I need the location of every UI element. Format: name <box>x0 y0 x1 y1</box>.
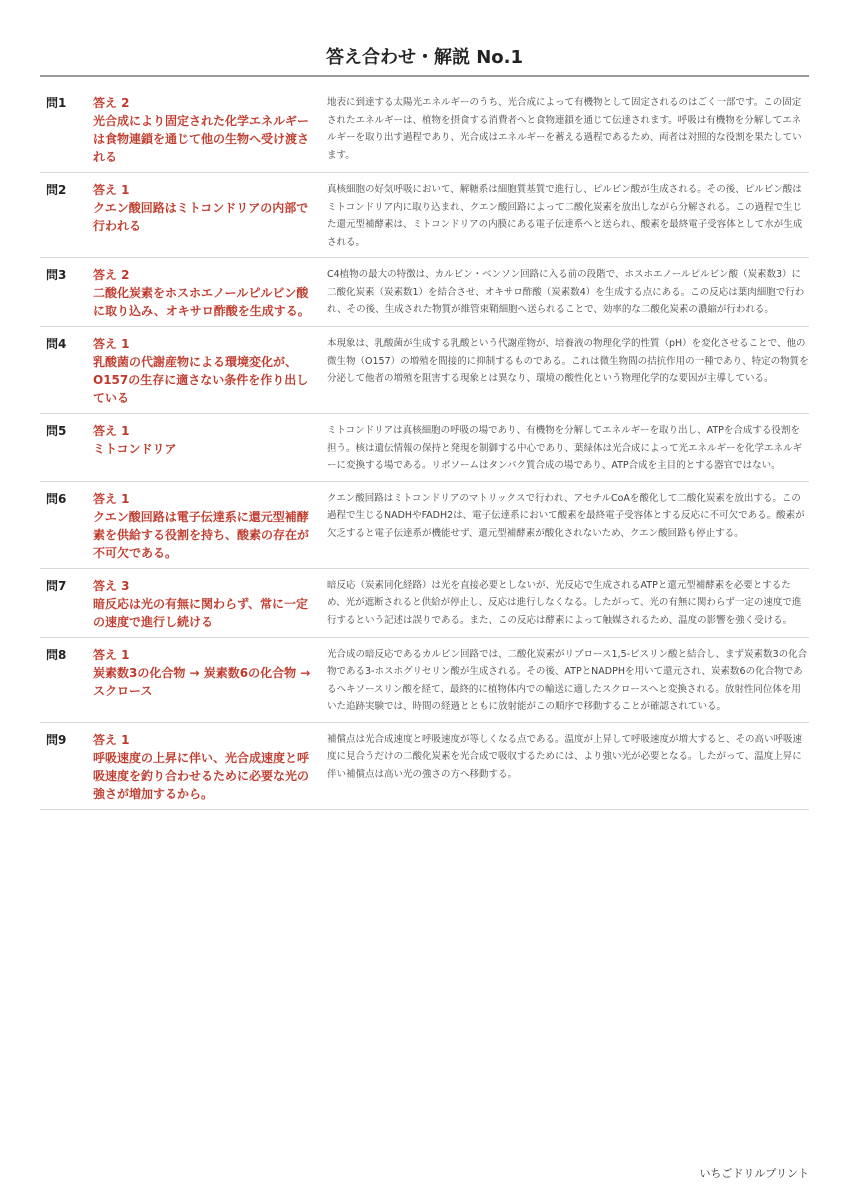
answer-row <box>40 258 809 327</box>
explanation-text: クエン酸回路はミトコンドリアのマトリックスで行われ、アセチルCoAを酸化して二酸化炭素を放出する。この過程で生じるNADHやFADH2は、電子伝達系において酸素を最終電子受容体とする反応に不可欠である。酸素が欠乏すると電子伝達系が機能せず、還元型補酵素が酸化されないため、クエン酸回路も停止する。 <box>327 492 805 539</box>
answer-text: 暗反応は光の有無に関わらず、常に一定の速度で進行し続ける <box>93 596 309 629</box>
question-number: 問4 <box>46 337 67 351</box>
explanation-text: 補償点は光合成速度と呼吸速度が等しくなる点である。温度が上昇して呼吸速度が増大すると、その高い呼吸速度に見合うだけの二酸化炭素を光合成で吸収するためには、より強い光が必要となる。したがって、温度上昇に伴い補償点は高い光の強さの方へ移動する。 <box>327 733 803 780</box>
explanation-text: C4植物の最大の特徴は、カルビン・ベンソン回路に入る前の段階で、ホスホエノールピルビン酸（炭素数3）に二酸化炭素（炭素数1）を結合させ、オキサロ酢酸（炭素数4）を生成する点にある。この反応は葉肉細胞で行われ、その後、生成された物質が維管束鞘細胞へ送られることで、効率的な二酸化炭素の濃縮が行われる。 <box>327 269 805 315</box>
page-title: 答え合わせ・解説 No.1 <box>325 47 524 68</box>
question-number: 問9 <box>46 732 67 747</box>
answer-row <box>40 414 809 482</box>
explanation-text: 本現象は、乳酸菌が生成する乳酸という代謝産物が、培養液の物理化学的性質（pH）を変化させることで、他の微生物（O157）の増殖を間接的に抑制するものである。これは微生物間の拮抗作用の一種であり、特定の物質を分泌して他者の増殖を阻害する現象とは異なり、環境の酸性化という物理化学的な要因が主導している。 <box>327 338 809 384</box>
answer-block <box>93 266 315 320</box>
answer-list <box>40 86 809 810</box>
answer-row <box>40 86 809 173</box>
answer-row <box>40 569 809 638</box>
answer-row <box>40 173 809 258</box>
explanation-text: 光合成の暗反応であるカルビン回路では、二酸化炭素がリブロース1,5-ビスリン酸と結合し、まず炭素数3の化合物である3-ホスホグリセリン酸が生成される。その後、ATPとNADPHを用いて還元され、炭素数6の化合物であるヘキソースリン酸を経て、最終的に植物体内での輸送に適したスクロースへと変換される。放射性同位体を用いた追跡実験では、時間の経過とともに放射能がこの順序で移動することが確認されている。 <box>327 648 808 712</box>
answer-row <box>40 482 809 569</box>
answer-text: 二酸化炭素をホスホエノールピルビン酸に取り込み、オキサロ酢酸を生成する。 <box>93 286 310 318</box>
question-number: 問7 <box>46 578 67 593</box>
answer-text: 炭素数3の化合物 → 炭素数6の化合物 → スクロース <box>93 665 311 698</box>
answer-label: 答え 2 <box>93 96 130 110</box>
question-number: 問6 <box>46 491 67 506</box>
answer-label: 答え 2 <box>93 268 130 282</box>
answer-text: 光合成により固定された化学エネルギーは食物連鎖を通じて他の生物へ受け渡される <box>93 114 310 164</box>
explanation-text: 真核細胞の好気呼吸において、解糖系は細胞質基質で進行し、ピルビン酸が生成される。その後、ピルビン酸はミトコンドリア内に取り込まれ、クエン酸回路によって二酸化炭素を放出しながら分解される。この過程で生じた還元型補酵素は、ミトコンドリアの内膜にある電子伝達系へと送られ、酸素を最終電子受容体として水が生成される。 <box>327 184 803 248</box>
explanation-text: 地表に到達する太陽光エネルギーのうち、光合成によって有機物として固定されるのはごく一部です。この固定されたエネルギーは、植物を摂食する消費者へと食物連鎖を通じて伝達されます。呼吸は有機物を分解してエネルギーを取り出す過程であり、光合成はエネルギーを蓄える過程であるため、両者は対照的な役割を果たしています。 <box>327 97 802 161</box>
answer-block <box>93 577 315 631</box>
answer-label: 答え 1 <box>93 424 130 438</box>
question-number: 問5 <box>46 424 67 438</box>
answer-block <box>93 646 315 716</box>
answer-row <box>40 723 809 810</box>
title-divider <box>40 75 809 77</box>
explanation-text: ミトコンドリアは真核細胞の呼吸の場であり、有機物を分解してエネルギーを取り出し、ATPを合成する役割を担う。核は遺伝情報の保持と発現を制御する中心であり、葉緑体は光合成によって光エネルギーを化学エネルギーに変換する場である。リボソームはタンパク質合成の場であり、ATP合成を主目的とする器官ではない。 <box>327 425 803 471</box>
answer-block <box>93 490 315 562</box>
answer-text: ミトコンドリア <box>93 442 177 456</box>
answer-label: 答え 1 <box>93 491 130 506</box>
question-number: 問3 <box>46 268 67 282</box>
answer-label: 答え 1 <box>93 337 130 351</box>
answer-block <box>93 335 315 407</box>
answer-label: 答え 1 <box>93 732 130 747</box>
answer-text: 乳酸菌の代謝産物による環境変化が、O157の生存に適さない条件を作り出している <box>93 355 309 405</box>
answer-block <box>93 422 315 475</box>
answer-text: クエン酸回路はミトコンドリアの内部で行われる <box>93 201 309 233</box>
answer-block <box>93 94 315 166</box>
question-number: 問1 <box>46 96 67 110</box>
question-number: 問8 <box>46 647 67 662</box>
answer-block <box>93 181 315 251</box>
answer-label: 答え 3 <box>93 578 130 593</box>
explanation-text: 暗反応（炭素同化経路）は光を直接必要としないが、光反応で生成されるATPと還元型補酵素を必要とするため、光が遮断されると供給が停止し、反応は進行しなくなる。したがって、光の有無に関わらず一定の速度で進行するという記述は誤りである。また、この反応は酵素によって触媒されるため、温度の影響を強く受ける。 <box>327 579 802 626</box>
question-number: 問2 <box>46 183 67 197</box>
footer-brand: いちごドリルプリント <box>699 1167 809 1180</box>
answer-text: クエン酸回路は電子伝達系に還元型補酵素を供給する役割を持ち、酸素の存在が不可欠である。 <box>93 509 310 560</box>
answer-row <box>40 327 809 414</box>
answer-text: 呼吸速度の上昇に伴い、光合成速度と呼吸速度を釣り合わせるために必要な光の強さが増加するから。 <box>93 750 310 801</box>
answer-label: 答え 1 <box>93 647 130 662</box>
answer-row <box>40 638 809 723</box>
answer-block <box>93 731 315 803</box>
answer-label: 答え 1 <box>93 183 130 197</box>
